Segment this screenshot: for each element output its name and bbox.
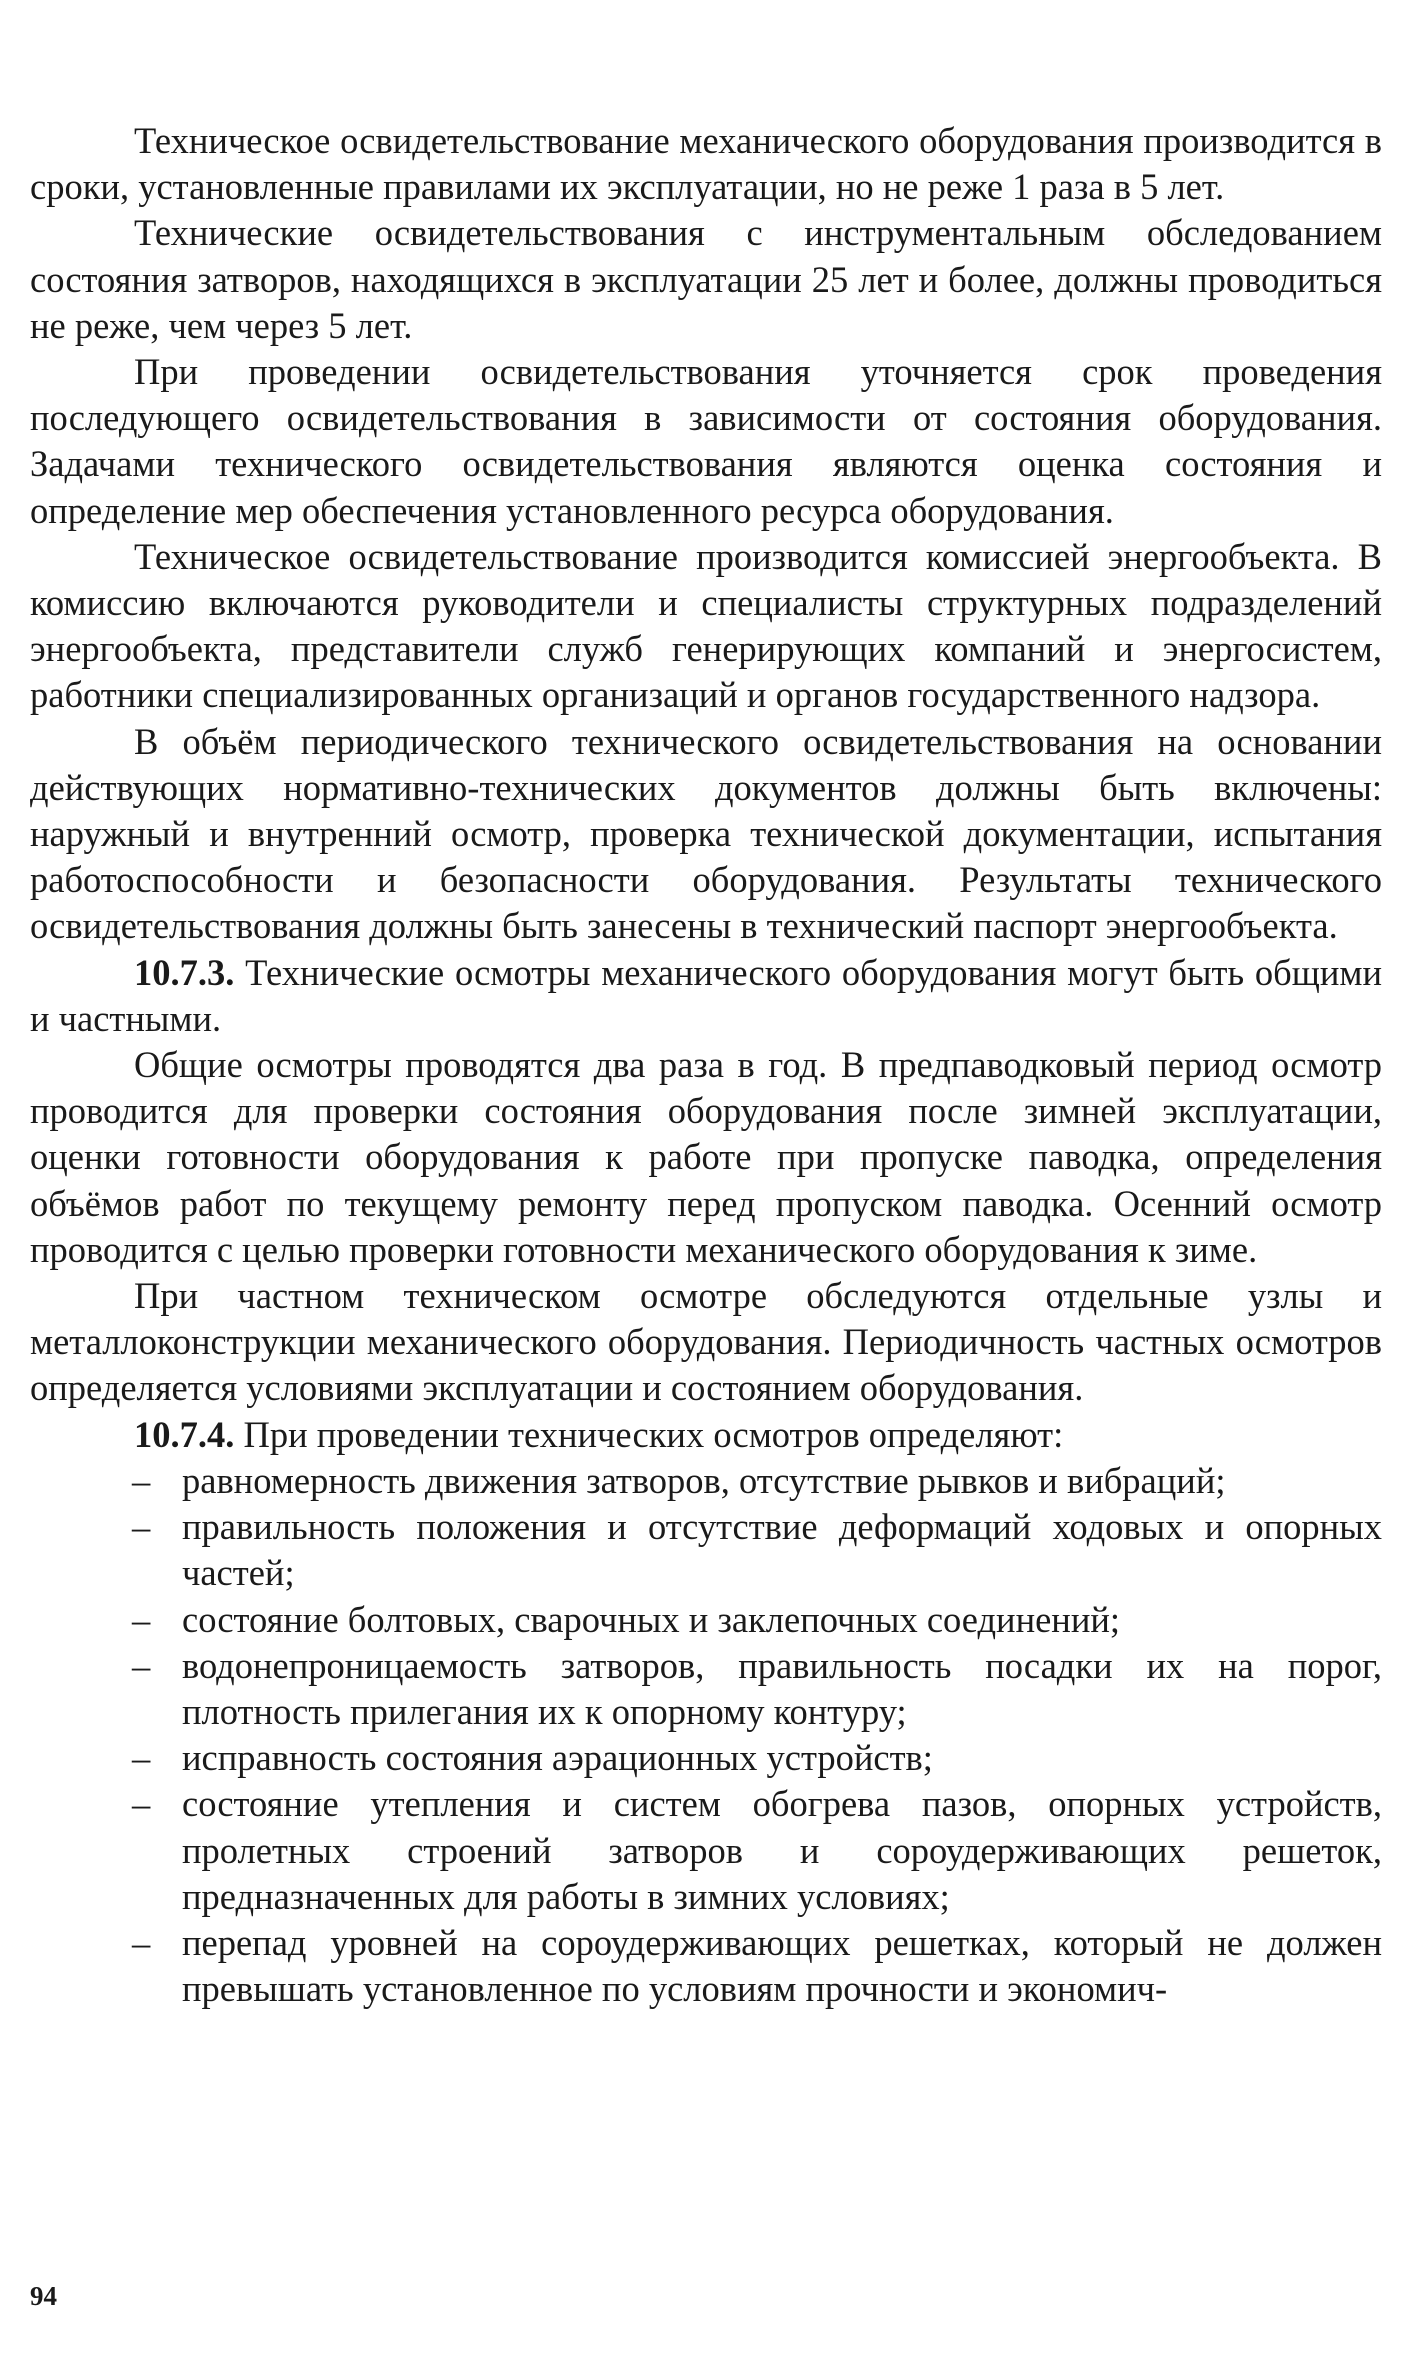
- list-item: – перепад уровней на сороудерживающих решетках, который не должен превышать установленное по условиям прочности и экономич-: [132, 1921, 1382, 2010]
- dash-marker: –: [132, 1737, 151, 1779]
- list-item: – равномерность движения затворов, отсутствие рывков и вибраций;: [30, 1458, 1382, 1504]
- list-item: – исправность состояния аэрационных устройств;: [30, 1735, 1382, 1781]
- dash-marker: –: [132, 1783, 151, 1825]
- paragraph-3: При проведении освидетельствования уточняется срок проведения последующего освидетельствования в зависимости от состояния оборудования. Задачами технического освидетельствования являются оценка состояния и определение мер обеспечения установленного ресурса оборудования.: [30, 351, 1382, 531]
- paragraph-8: При частном техническом осмотре обследуются отдельные узлы и металлоконструкции механического оборудования. Периодичность частных осмотров определяется условиями эксплуатации и состоянием оборудования.: [30, 1275, 1382, 1409]
- dash-marker: –: [132, 1598, 151, 1640]
- section-10-7-4: 10.7.4. При проведении технических осмотров определяют:: [134, 1413, 1064, 1455]
- page-number: 94: [30, 2281, 57, 2311]
- paragraph-4: Техническое освидетельствование производится комиссией энергообъекта. В комиссию включаются руководители и специалисты структурных подразделений энергообъекта, представители служб генерирующих компаний и энергосистем, работники специализированных организаций и органов государственного надзора.: [30, 535, 1382, 716]
- paragraph-2: Технические освидетельствования с инструментальным обследованием состояния затворов, находящихся в эксплуатации 25 лет и более, должны проводиться не реже, чем через 5 лет.: [30, 212, 1382, 346]
- dash-marker: –: [132, 1506, 151, 1548]
- dash-marker: –: [132, 1459, 151, 1501]
- list-item: – правильность положения и отсутствие деформаций ходовых и опорных частей;: [132, 1506, 1382, 1594]
- document-page: [30, 118, 1382, 2012]
- list-item: – водонепроницаемость затворов, правильность посадки их на порог, плотность прилегания их к опорному контуру;: [132, 1644, 1382, 1732]
- paragraph-7: Общие осмотры проводятся два раза в год. В предпаводковый период осмотр проводится для проверки состояния оборудования после зимней эксплуатации, оценки готовности оборудования к работе при пропуске паводка, определения объёмов работ по текущему ремонту перед пропуском паводка. Осенний осмотр проводится с целью проверки готовности механического оборудования к зиме.: [30, 1044, 1382, 1270]
- dash-marker: –: [132, 1921, 151, 1963]
- paragraph-1: Техническое освидетельствование механического оборудования производится в сроки, установленные правилами их эксплуатации, но не реже 1 раза в 5 лет.: [30, 120, 1382, 208]
- dash-marker: –: [132, 1644, 151, 1686]
- section-number: 10.7.3.: [134, 951, 235, 993]
- list-item: – состояние болтовых, сварочных и заклепочных соединений;: [30, 1597, 1382, 1643]
- list-item: – состояние утепления и систем обогрева пазов, опорных устройств, пролетных строений затворов и сороудерживающих решеток, предназначенных для работы в зимних условиях;: [132, 1783, 1382, 1917]
- section-10-7-3: 10.7.3. Технические осмотры механического оборудования могут быть общими и частными.: [30, 951, 1382, 1039]
- paragraph-5: В объём периодического технического освидетельствования на основании действующих нормативно-технических документов должны быть включены: наружный и внутренний осмотр, проверка технической документации, испытания работоспособности и безопасности оборудования. Результаты технического освидетельствования должны быть занесены в технический паспорт энергообъекта.: [30, 720, 1382, 947]
- inspection-list: [30, 1458, 1382, 2012]
- section-number: 10.7.4.: [134, 1413, 235, 1455]
